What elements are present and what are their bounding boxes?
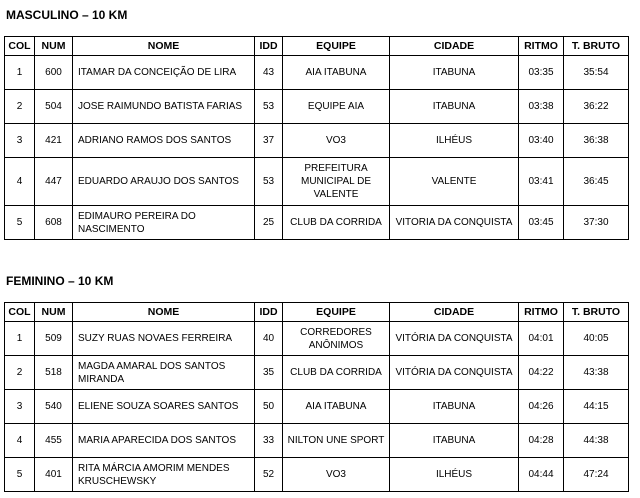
cell-equipe: CLUB DA CORRIDA bbox=[283, 356, 390, 390]
cell-t-bruto: 36:38 bbox=[564, 124, 629, 158]
cell-cidade: VALENTE bbox=[390, 158, 519, 206]
table-row bbox=[5, 356, 629, 390]
cell-idd: 37 bbox=[255, 124, 283, 158]
cell-ritmo: 04:44 bbox=[519, 458, 564, 492]
header-col: COL bbox=[5, 37, 35, 56]
cell-idd: 43 bbox=[255, 56, 283, 90]
cell-col: 4 bbox=[5, 158, 35, 206]
header-num: NUM bbox=[35, 303, 73, 322]
cell-t-bruto: 36:45 bbox=[564, 158, 629, 206]
cell-idd: 52 bbox=[255, 458, 283, 492]
cell-nome: SUZY RUAS NOVAES FERREIRA bbox=[73, 322, 255, 356]
cell-ritmo: 04:26 bbox=[519, 390, 564, 424]
cell-num: 600 bbox=[35, 56, 73, 90]
cell-t-bruto: 44:38 bbox=[564, 424, 629, 458]
cell-t-bruto: 36:22 bbox=[564, 90, 629, 124]
cell-nome: EDIMAURO PEREIRA DO NASCIMENTO bbox=[73, 206, 255, 240]
cell-idd: 53 bbox=[255, 158, 283, 206]
cell-t-bruto: 37:30 bbox=[564, 206, 629, 240]
table-row bbox=[5, 90, 629, 124]
header-idd: IDD bbox=[255, 37, 283, 56]
cell-equipe: EQUIPE AIA bbox=[283, 90, 390, 124]
header-idd: IDD bbox=[255, 303, 283, 322]
male-section-title: MASCULINO – 10 KM bbox=[6, 8, 128, 22]
cell-t-bruto: 35:54 bbox=[564, 56, 629, 90]
cell-col: 1 bbox=[5, 322, 35, 356]
cell-equipe: NILTON UNE SPORT bbox=[283, 424, 390, 458]
cell-equipe: PREFEITURA MUNICIPAL DE VALENTE bbox=[283, 158, 390, 206]
cell-idd: 33 bbox=[255, 424, 283, 458]
cell-equipe: VO3 bbox=[283, 458, 390, 492]
table-row bbox=[5, 158, 629, 206]
cell-nome: ADRIANO RAMOS DOS SANTOS bbox=[73, 124, 255, 158]
cell-ritmo: 03:35 bbox=[519, 56, 564, 90]
cell-nome: JOSE RAIMUNDO BATISTA FARIAS bbox=[73, 90, 255, 124]
cell-idd: 35 bbox=[255, 356, 283, 390]
cell-num: 608 bbox=[35, 206, 73, 240]
table-row bbox=[5, 322, 629, 356]
header-t-bruto: T. BRUTO bbox=[564, 37, 629, 56]
cell-num: 401 bbox=[35, 458, 73, 492]
cell-equipe: AIA ITABUNA bbox=[283, 390, 390, 424]
cell-t-bruto: 44:15 bbox=[564, 390, 629, 424]
header-nome: NOME bbox=[73, 37, 255, 56]
cell-col: 3 bbox=[5, 124, 35, 158]
header-nome: NOME bbox=[73, 303, 255, 322]
cell-cidade: ITABUNA bbox=[390, 56, 519, 90]
cell-col: 5 bbox=[5, 458, 35, 492]
header-ritmo: RITMO bbox=[519, 37, 564, 56]
cell-ritmo: 04:22 bbox=[519, 356, 564, 390]
cell-nome: EDUARDO ARAUJO DOS SANTOS bbox=[73, 158, 255, 206]
cell-equipe: CLUB DA CORRIDA bbox=[283, 206, 390, 240]
cell-ritmo: 04:01 bbox=[519, 322, 564, 356]
cell-ritmo: 04:28 bbox=[519, 424, 564, 458]
table-row bbox=[5, 458, 629, 492]
cell-ritmo: 03:45 bbox=[519, 206, 564, 240]
cell-num: 540 bbox=[35, 390, 73, 424]
cell-cidade: ITABUNA bbox=[390, 90, 519, 124]
header-t-bruto: T. BRUTO bbox=[564, 303, 629, 322]
cell-cidade: ITABUNA bbox=[390, 390, 519, 424]
cell-t-bruto: 40:05 bbox=[564, 322, 629, 356]
cell-num: 518 bbox=[35, 356, 73, 390]
table-header-row bbox=[5, 37, 629, 56]
cell-cidade: VITÓRIA DA CONQUISTA bbox=[390, 322, 519, 356]
cell-num: 504 bbox=[35, 90, 73, 124]
cell-idd: 53 bbox=[255, 90, 283, 124]
cell-num: 455 bbox=[35, 424, 73, 458]
cell-idd: 25 bbox=[255, 206, 283, 240]
cell-num: 509 bbox=[35, 322, 73, 356]
cell-ritmo: 03:38 bbox=[519, 90, 564, 124]
header-cidade: CIDADE bbox=[390, 37, 519, 56]
cell-num: 447 bbox=[35, 158, 73, 206]
female-section-title: FEMININO – 10 KM bbox=[6, 274, 114, 288]
cell-idd: 40 bbox=[255, 322, 283, 356]
table-row bbox=[5, 424, 629, 458]
cell-cidade: VITORIA DA CONQUISTA bbox=[390, 206, 519, 240]
cell-col: 2 bbox=[5, 356, 35, 390]
cell-cidade: ILHÉUS bbox=[390, 124, 519, 158]
cell-col: 5 bbox=[5, 206, 35, 240]
cell-cidade: ILHÉUS bbox=[390, 458, 519, 492]
table-row bbox=[5, 206, 629, 240]
header-col: COL bbox=[5, 303, 35, 322]
cell-t-bruto: 47:24 bbox=[564, 458, 629, 492]
cell-nome: ITAMAR DA CONCEIÇÃO DE LIRA bbox=[73, 56, 255, 90]
header-equipe: EQUIPE bbox=[283, 303, 390, 322]
female-results-table bbox=[4, 302, 629, 492]
cell-nome: RITA MÁRCIA AMORIM MENDES KRUSCHEWSKY bbox=[73, 458, 255, 492]
cell-idd: 50 bbox=[255, 390, 283, 424]
cell-ritmo: 03:41 bbox=[519, 158, 564, 206]
header-ritmo: RITMO bbox=[519, 303, 564, 322]
cell-cidade: VITÓRIA DA CONQUISTA bbox=[390, 356, 519, 390]
table-row bbox=[5, 124, 629, 158]
cell-equipe: AIA ITABUNA bbox=[283, 56, 390, 90]
header-num: NUM bbox=[35, 37, 73, 56]
cell-col: 3 bbox=[5, 390, 35, 424]
male-results-table bbox=[4, 36, 629, 240]
cell-col: 2 bbox=[5, 90, 35, 124]
cell-equipe: VO3 bbox=[283, 124, 390, 158]
cell-t-bruto: 43:38 bbox=[564, 356, 629, 390]
cell-num: 421 bbox=[35, 124, 73, 158]
table-header-row bbox=[5, 303, 629, 322]
table-row bbox=[5, 390, 629, 424]
cell-col: 1 bbox=[5, 56, 35, 90]
cell-nome: MARIA APARECIDA DOS SANTOS bbox=[73, 424, 255, 458]
table-row bbox=[5, 56, 629, 90]
cell-nome: ELIENE SOUZA SOARES SANTOS bbox=[73, 390, 255, 424]
header-cidade: CIDADE bbox=[390, 303, 519, 322]
cell-equipe: CORREDORES ANÔNIMOS bbox=[283, 322, 390, 356]
cell-col: 4 bbox=[5, 424, 35, 458]
cell-cidade: ITABUNA bbox=[390, 424, 519, 458]
header-equipe: EQUIPE bbox=[283, 37, 390, 56]
cell-nome: MAGDA AMARAL DOS SANTOS MIRANDA bbox=[73, 356, 255, 390]
cell-ritmo: 03:40 bbox=[519, 124, 564, 158]
